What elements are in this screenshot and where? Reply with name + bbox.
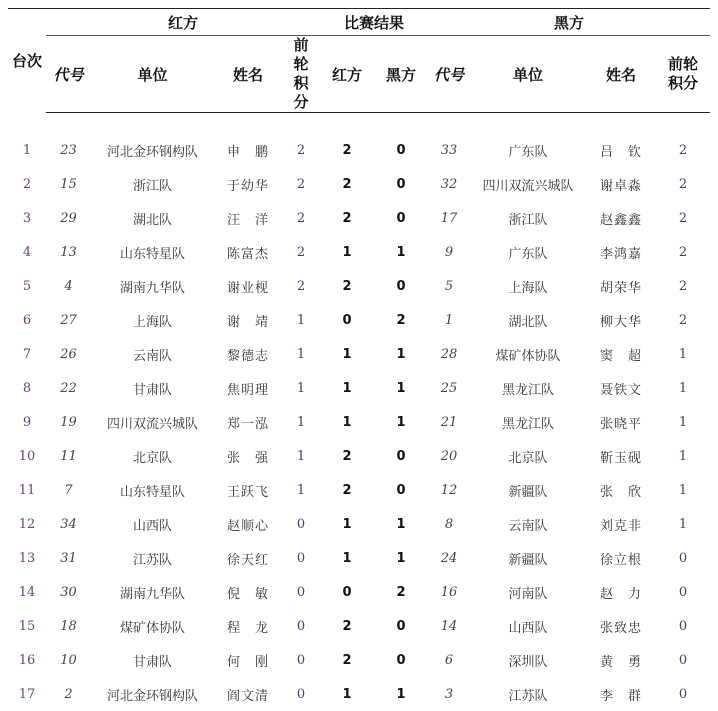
black-unit: 新疆队 [470,541,586,575]
score-black: 0 [374,473,428,507]
black-unit: 广东队 [470,235,586,269]
red-prev-points: 2 [282,133,320,167]
board-number: 14 [8,575,46,609]
table-row [8,439,710,473]
black-code: 12 [428,473,470,507]
red-code: 31 [46,541,91,575]
table-body [8,113,710,711]
black-player-name: 窦 超 [586,337,656,371]
red-prev-points: 0 [282,507,320,541]
black-prev-points: 1 [656,337,710,371]
board-number: 4 [8,235,46,269]
black-prev-points: 0 [656,575,710,609]
red-player-name: 汪 洋 [214,201,282,235]
red-code: 2 [46,677,91,711]
red-code: 15 [46,167,91,201]
red-player-name: 徐天红 [214,541,282,575]
header-group-row [8,9,710,36]
red-code: 26 [46,337,91,371]
red-player-name: 焦明理 [214,371,282,405]
red-prev-points: 2 [282,235,320,269]
score-black: 2 [374,303,428,337]
red-code: 4 [46,269,91,303]
black-code: 9 [428,235,470,269]
black-player-name: 黄 勇 [586,643,656,677]
table-row [8,269,710,303]
board-number: 15 [8,609,46,643]
table-header [8,9,710,113]
red-prev-points: 0 [282,541,320,575]
black-unit: 北京队 [470,439,586,473]
red-player-name: 程 龙 [214,609,282,643]
red-unit: 云南队 [91,337,214,371]
black-code: 5 [428,269,470,303]
black-code: 21 [428,405,470,439]
board-number: 17 [8,677,46,711]
score-black: 1 [374,337,428,371]
black-player-name: 吕 钦 [586,133,656,167]
board-number: 7 [8,337,46,371]
black-unit: 黑龙江队 [470,371,586,405]
red-prev-points: 1 [282,439,320,473]
score-black: 2 [374,575,428,609]
score-black: 1 [374,405,428,439]
score-red: 2 [320,609,374,643]
red-player-name: 谢业枧 [214,269,282,303]
red-unit: 四川双流兴城队 [91,405,214,439]
score-black: 0 [374,201,428,235]
red-prev-points: 0 [282,575,320,609]
board-number: 2 [8,167,46,201]
red-unit: 北京队 [91,439,214,473]
red-prev-points: 2 [282,269,320,303]
score-black: 1 [374,371,428,405]
board-number: 8 [8,371,46,405]
black-code: 8 [428,507,470,541]
black-prev-points: 0 [656,677,710,711]
score-black: 0 [374,439,428,473]
red-player-name: 阎文清 [214,677,282,711]
black-code: 6 [428,643,470,677]
red-unit: 上海队 [91,303,214,337]
score-black: 1 [374,235,428,269]
score-red: 1 [320,235,374,269]
red-unit: 煤矿体协队 [91,609,214,643]
table-row [8,371,710,405]
red-name-header: 姓名 [214,36,282,113]
table-row [8,303,710,337]
score-red: 1 [320,371,374,405]
red-code: 27 [46,303,91,337]
score-black: 0 [374,643,428,677]
table-row [8,507,710,541]
red-code: 10 [46,643,91,677]
black-player-name: 靳玉砚 [586,439,656,473]
score-red: 1 [320,677,374,711]
red-prev-points: 0 [282,677,320,711]
red-code-header: 代号 [46,36,91,113]
red-unit: 山东特星队 [91,235,214,269]
red-code: 34 [46,507,91,541]
black-code: 33 [428,133,470,167]
score-red: 1 [320,507,374,541]
black-player-name: 谢卓淼 [586,167,656,201]
black-player-name: 赵 力 [586,575,656,609]
header-sub-row [8,36,710,113]
score-red: 2 [320,201,374,235]
score-black: 0 [374,269,428,303]
board-number: 13 [8,541,46,575]
black-unit: 黑龙江队 [470,405,586,439]
board-number: 1 [8,133,46,167]
red-unit: 江苏队 [91,541,214,575]
red-points-header: 前轮积分 [282,36,320,113]
black-name-header: 姓名 [586,36,656,113]
black-unit: 广东队 [470,133,586,167]
red-unit: 河北金环钢构队 [91,677,214,711]
score-red: 0 [320,303,374,337]
score-red: 2 [320,167,374,201]
red-unit: 浙江队 [91,167,214,201]
board-number: 11 [8,473,46,507]
red-unit: 湖南九华队 [91,575,214,609]
black-player-name: 李鸿嘉 [586,235,656,269]
black-unit-header: 单位 [470,36,586,113]
black-unit: 浙江队 [470,201,586,235]
score-black: 0 [374,133,428,167]
black-unit: 河南队 [470,575,586,609]
black-prev-points: 0 [656,643,710,677]
black-player-name: 刘克非 [586,507,656,541]
black-prev-points: 0 [656,541,710,575]
black-prev-points: 1 [656,371,710,405]
score-red: 1 [320,541,374,575]
red-player-name: 谢 靖 [214,303,282,337]
black-prev-points: 1 [656,439,710,473]
black-code: 16 [428,575,470,609]
black-player-name: 张致忠 [586,609,656,643]
red-unit: 甘肃队 [91,371,214,405]
board-number: 16 [8,643,46,677]
red-player-name: 王跃飞 [214,473,282,507]
black-code-header: 代号 [428,36,470,113]
red-player-name: 张 强 [214,439,282,473]
red-code: 11 [46,439,91,473]
red-code: 30 [46,575,91,609]
red-prev-points: 2 [282,201,320,235]
header-spacer [8,113,710,134]
red-prev-points: 2 [282,167,320,201]
black-code: 32 [428,167,470,201]
score-black: 0 [374,167,428,201]
red-unit: 山东特星队 [91,473,214,507]
score-red: 2 [320,439,374,473]
red-code: 22 [46,371,91,405]
red-prev-points: 1 [282,337,320,371]
black-player-name: 李 群 [586,677,656,711]
red-side-header: 红方 [46,9,320,36]
score-red: 2 [320,643,374,677]
black-code: 1 [428,303,470,337]
black-code: 20 [428,439,470,473]
board-number: 6 [8,303,46,337]
black-unit: 山西队 [470,609,586,643]
red-unit: 山西队 [91,507,214,541]
black-player-name: 柳大华 [586,303,656,337]
score-red: 1 [320,405,374,439]
black-code: 14 [428,609,470,643]
red-prev-points: 0 [282,643,320,677]
board-header: 台次 [8,9,46,113]
score-red: 0 [320,575,374,609]
table-row [8,337,710,371]
black-code: 3 [428,677,470,711]
red-player-name: 郑一泓 [214,405,282,439]
black-prev-points: 2 [656,201,710,235]
red-player-name: 于幼华 [214,167,282,201]
score-red: 2 [320,473,374,507]
black-prev-points: 2 [656,167,710,201]
score-red: 2 [320,133,374,167]
board-number: 10 [8,439,46,473]
black-prev-points: 2 [656,269,710,303]
black-prev-points: 1 [656,473,710,507]
red-player-name: 陈富杰 [214,235,282,269]
black-unit: 云南队 [470,507,586,541]
red-player-name: 倪 敏 [214,575,282,609]
score-black: 1 [374,541,428,575]
red-prev-points: 1 [282,405,320,439]
result-red-header: 红方 [320,36,374,113]
red-player-name: 赵顺心 [214,507,282,541]
black-side-header: 黑方 [428,9,710,36]
black-player-name: 胡荣华 [586,269,656,303]
black-unit: 煤矿体协队 [470,337,586,371]
table-row [8,201,710,235]
black-code: 25 [428,371,470,405]
red-player-name: 申 鹏 [214,133,282,167]
black-unit: 江苏队 [470,677,586,711]
table-row [8,133,710,167]
table-row [8,235,710,269]
board-number: 5 [8,269,46,303]
red-code: 23 [46,133,91,167]
red-prev-points: 0 [282,609,320,643]
board-number: 12 [8,507,46,541]
black-prev-points: 2 [656,235,710,269]
black-prev-points: 1 [656,507,710,541]
table-row [8,609,710,643]
black-points-header: 前轮积分 [656,36,710,113]
red-unit: 河北金环钢构队 [91,133,214,167]
table-row [8,541,710,575]
black-player-name: 张晓平 [586,405,656,439]
black-prev-points: 2 [656,133,710,167]
black-unit: 湖北队 [470,303,586,337]
table-row [8,643,710,677]
black-prev-points: 0 [656,609,710,643]
red-unit: 甘肃队 [91,643,214,677]
black-player-name: 赵鑫鑫 [586,201,656,235]
score-black: 1 [374,507,428,541]
black-player-name: 张 欣 [586,473,656,507]
black-unit: 上海队 [470,269,586,303]
black-code: 17 [428,201,470,235]
score-red: 2 [320,269,374,303]
red-unit-header: 单位 [91,36,214,113]
score-black: 0 [374,609,428,643]
black-unit: 四川双流兴城队 [470,167,586,201]
result-black-header: 黑方 [374,36,428,113]
black-unit: 新疆队 [470,473,586,507]
black-player-name: 聂铁文 [586,371,656,405]
score-black: 1 [374,677,428,711]
black-code: 28 [428,337,470,371]
red-code: 13 [46,235,91,269]
red-prev-points: 1 [282,473,320,507]
black-prev-points: 1 [656,405,710,439]
board-number: 9 [8,405,46,439]
table-row [8,167,710,201]
table-row [8,677,710,711]
black-unit: 深圳队 [470,643,586,677]
red-prev-points: 1 [282,303,320,337]
red-player-name: 何 刚 [214,643,282,677]
red-unit: 湖南九华队 [91,269,214,303]
score-red: 1 [320,337,374,371]
table-row [8,473,710,507]
results-table [8,8,710,711]
red-player-name: 黎德志 [214,337,282,371]
board-number: 3 [8,201,46,235]
red-code: 7 [46,473,91,507]
red-code: 19 [46,405,91,439]
table-row [8,575,710,609]
red-code: 18 [46,609,91,643]
black-player-name: 徐立根 [586,541,656,575]
red-code: 29 [46,201,91,235]
black-prev-points: 2 [656,303,710,337]
table-row [8,405,710,439]
red-prev-points: 1 [282,371,320,405]
result-header: 比赛结果 [320,9,428,36]
black-code: 24 [428,541,470,575]
red-unit: 湖北队 [91,201,214,235]
